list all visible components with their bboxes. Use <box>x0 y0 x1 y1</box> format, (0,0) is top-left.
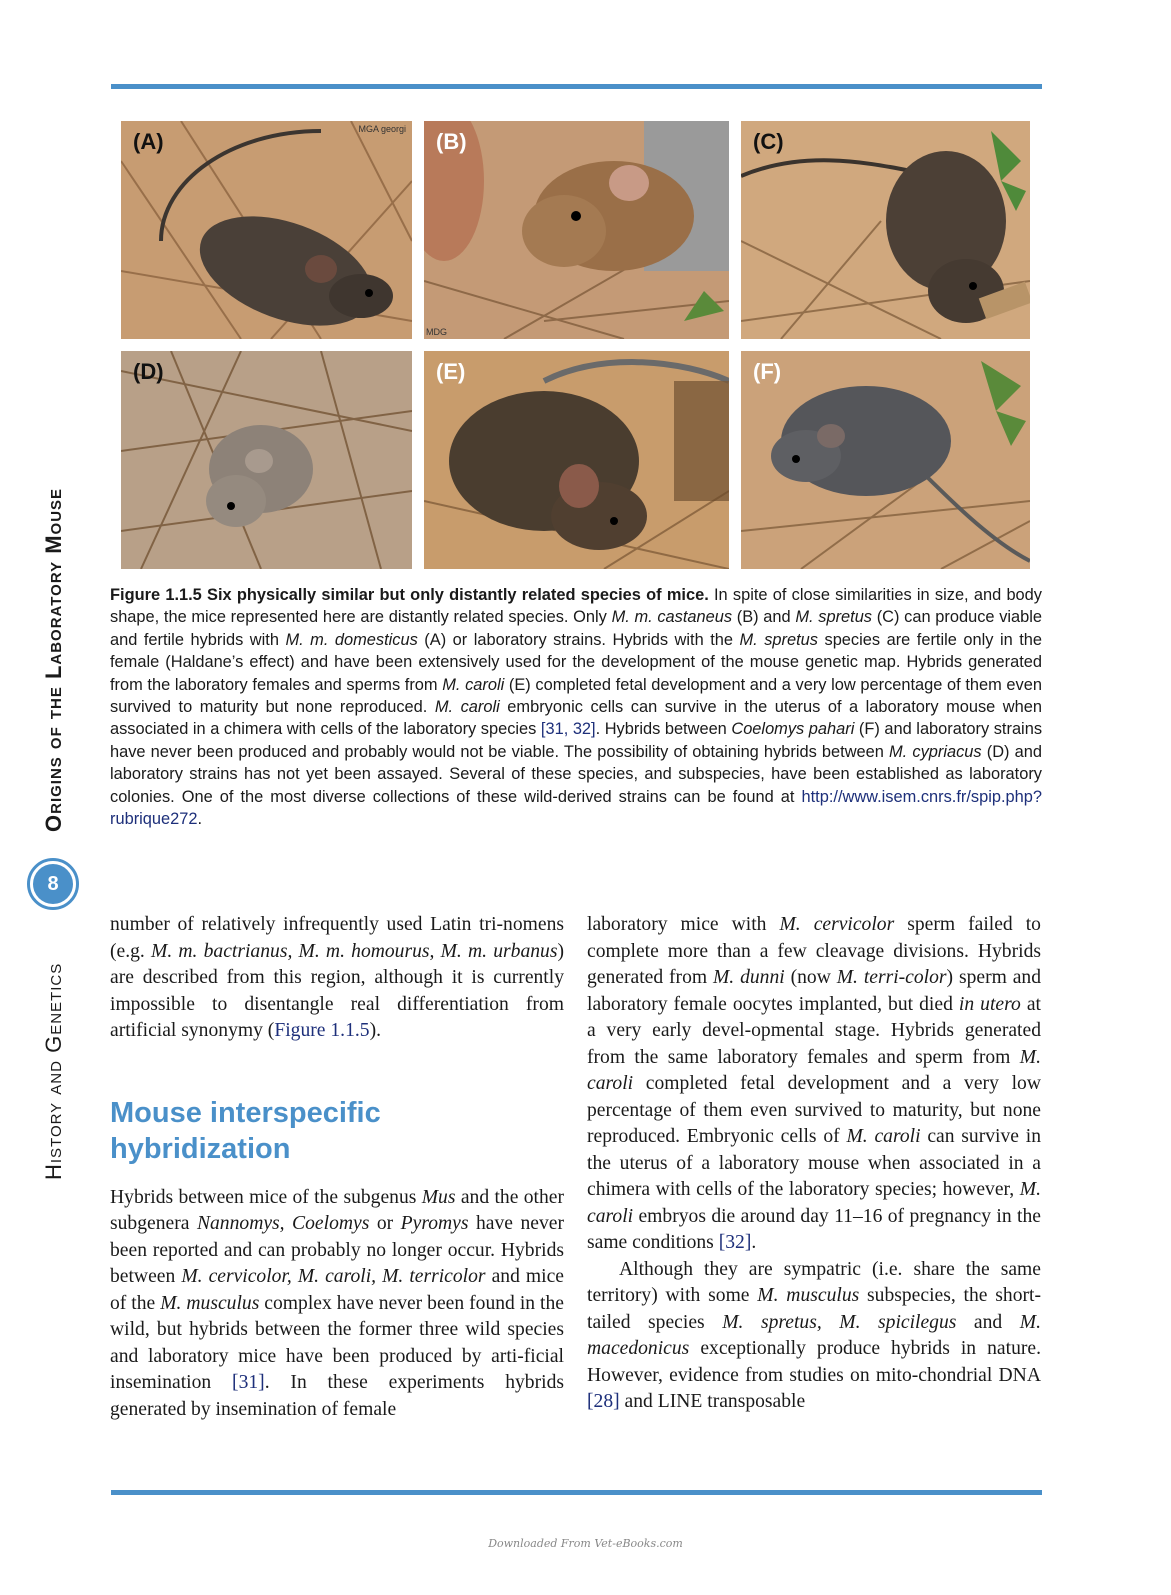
panel-label-b: (B) <box>436 129 467 154</box>
body-text: can survive in the uterus of a laboratory mouse when associated in a chimera with cells of the laboratory species; however, <box>587 1126 1042 1200</box>
body-text: or <box>369 1213 401 1234</box>
section-heading: Mouse interspecific hybridization <box>110 1096 381 1165</box>
panel-credit-b: MDG <box>426 327 447 337</box>
panel-credit-a: MGA georgi <box>358 124 406 134</box>
body-text: sperm failed to complete more than a few cleavage divisions. Hybrids generated from <box>587 914 1041 988</box>
species-name: M. caroli <box>587 1046 1041 1094</box>
species-name: M. m. bactrianus, M. m. homourus, M. m. urbanus <box>151 940 558 962</box>
left-column <box>110 912 564 1423</box>
body-text: at a very early devel-opmental stage. Hybrids generated from the same laboratory females and sperm from <box>587 993 1041 1068</box>
running-title-part2: Origins of the Laboratory Mouse <box>41 487 66 832</box>
figure-panel-b <box>424 121 729 339</box>
mouse-photo-a <box>121 121 412 339</box>
body-text: laboratory mice with <box>587 914 780 935</box>
caption-species: Coelomys pahari <box>731 720 855 739</box>
caption-text: species are fertile only in the female (Haldane’s effect) and have been extensively used for the development of the mouse genetic map. Hybrids generated from the laboratory females and sperms from <box>110 630 1042 694</box>
caption-lead: Figure 1.1.5 Six physically similar but only distantly related species of mice. <box>110 586 709 604</box>
caption-text: . Hybrids between <box>595 720 732 739</box>
bottom-rule <box>111 1490 1042 1495</box>
caption-species: M. m. domesticus <box>285 630 418 649</box>
body-text: and the other subgenera <box>110 1186 564 1234</box>
panel-label-d: (D) <box>133 359 164 384</box>
citation-link[interactable]: [32] <box>718 1232 752 1253</box>
body-text: subspecies, the short-tailed species <box>587 1285 1041 1333</box>
mouse-photo-b <box>424 121 729 339</box>
panel-label-e: (E) <box>436 359 466 384</box>
species-name: M. terri-color <box>836 967 947 988</box>
page-number-badge <box>27 858 79 910</box>
body-text: ). <box>369 1020 382 1041</box>
top-rule <box>111 84 1042 89</box>
citation-link[interactable]: [31, 32] <box>540 720 596 739</box>
figure-panel-d <box>121 351 412 569</box>
species-name: Pyromys <box>400 1213 469 1234</box>
right-column <box>587 912 1041 1416</box>
url-link[interactable]: http://www.isem.cnrs.fr/spip.php?rubrique272 <box>110 787 1042 829</box>
paragraph <box>587 1257 1041 1416</box>
figure-link[interactable]: Figure 1.1.5 <box>274 1020 370 1041</box>
caption-species: M. spretus <box>795 608 873 627</box>
caption-text: . <box>197 810 203 829</box>
paragraph <box>110 1185 564 1424</box>
body-text: completed fetal development and a very low percentage of them even survived to maturity, but none reproduced. Embryonic cells of <box>587 1073 1041 1147</box>
figure-panel-f <box>741 351 1030 569</box>
species-name: M. musculus <box>160 1292 260 1314</box>
body-text: Although they are sympatric (i.e. share the same territory) with some <box>587 1258 1041 1306</box>
body-text: Hybrids between mice of the subgenus <box>110 1186 422 1208</box>
species-name: M. musculus <box>757 1285 860 1306</box>
species-name: Nannomys, Coelomys <box>196 1213 370 1234</box>
caption-species: M. caroli <box>434 698 500 717</box>
figure-panel-e <box>424 351 729 569</box>
caption-text: (F) and laboratory strains have never been produced and probably would not be viable. The possibility of obtaining hybrids between <box>110 720 1043 761</box>
body-text: have never been reported and can probably no longer occur. Hybrids between <box>110 1213 565 1287</box>
body-text: ) sperm and laboratory female oocytes implanted, but died <box>587 967 1041 1015</box>
body-text: (now <box>784 967 837 988</box>
citation-link[interactable]: [31] <box>232 1372 265 1393</box>
body-text: . <box>751 1232 757 1253</box>
species-name: M. dunni <box>712 967 785 988</box>
body-text: and <box>956 1311 1020 1333</box>
species-name: Mus <box>421 1186 456 1208</box>
body-text: complex have never been found in the wild, but hybrids between the former three wild species and laboratory mice have been produced by arti-ficial insemination <box>110 1292 564 1393</box>
paragraph <box>587 912 1041 1257</box>
caption-text: (E) completed fetal development and a very low percentage of them even survived to maturity but none reproduced. <box>110 675 1042 717</box>
body-text: and LINE transposable <box>619 1391 806 1412</box>
caption-text: (B) and <box>732 608 796 627</box>
body-text: exceptionally produce hybrids in nature. However, evidence from studies on mito-chondrial DNA <box>587 1338 1041 1386</box>
paragraph <box>110 912 564 1045</box>
species-name: M. caroli <box>587 1179 1041 1227</box>
figure-caption <box>110 584 1042 830</box>
figure-panel-c <box>741 121 1030 339</box>
species-name: M. macedonicus <box>587 1311 1041 1359</box>
species-name: M. caroli <box>846 1126 921 1147</box>
mouse-photo-d <box>121 351 412 569</box>
caption-text: (C) can produce viable and fertile hybrids with <box>110 608 1043 649</box>
caption-text: (D) and laboratory strains has not yet been assayed. Several of these species, and subspecies, have been established as laboratory colonies. One of the most diverse collections of these wild-derived strains can be found at <box>110 742 1042 806</box>
citation-link[interactable]: [28] <box>587 1391 620 1412</box>
panel-label-a: (A) <box>133 129 164 154</box>
body-text: embryos die around day 11–16 of pregnancy in the same conditions <box>587 1205 1041 1253</box>
panel-label-c: (C) <box>753 129 784 154</box>
figure-panel-a <box>121 121 412 339</box>
caption-species: M. caroli <box>442 675 505 694</box>
species-name: M. cervicolor <box>779 914 895 935</box>
running-title-part1: History and Genetics <box>41 962 66 1180</box>
body-text: ) are described from this region, although it is currently impossible to disentangle real differentiation from artificial synonymy ( <box>110 940 564 1041</box>
mouse-photo-c <box>741 121 1030 339</box>
caption-species: M. spretus <box>739 630 818 649</box>
body-text: and mice of the <box>110 1266 564 1314</box>
body-text: number of relatively infrequently used Latin tri-nomens (e.g. <box>110 914 564 962</box>
caption-text: embryonic cells can survive in the uterus of a laboratory mouse when associated in a chimera with cells of the laboratory species <box>110 698 1042 739</box>
body-text: . In these experiments hybrids generated by insemination of female <box>110 1372 564 1420</box>
caption-text: (A) or laboratory strains. Hybrids with the <box>417 630 740 649</box>
caption-species: M. m. castaneus <box>611 608 733 627</box>
caption-species: M. cypriacus <box>889 742 982 761</box>
species-name: M. cervicolor, M. caroli, M. terricolor <box>181 1266 486 1287</box>
mouse-photo-e <box>424 351 729 569</box>
page-number: 8 <box>33 864 73 904</box>
mouse-photo-f <box>741 351 1030 569</box>
panel-label-f: (F) <box>753 359 782 384</box>
species-name: in utero <box>958 993 1021 1015</box>
species-name: M. spretus, M. spicilegus <box>722 1311 957 1333</box>
caption-text: In spite of close similarities in size, and body shape, the mice represented here are distantly related species. Only <box>110 586 1042 627</box>
footer-watermark: Downloaded From Vet-eBooks.com <box>488 1537 683 1550</box>
